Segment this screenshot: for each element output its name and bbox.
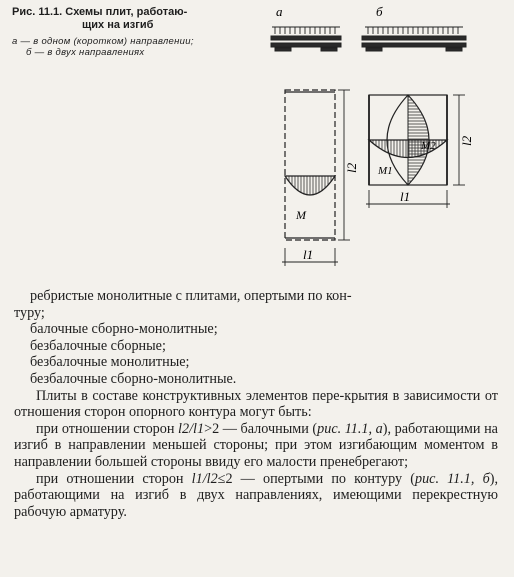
para4-ratio: l1/l2	[191, 470, 218, 487]
dim-l1-b: l1	[400, 189, 411, 204]
para3-mid: >2 — балочными (	[204, 420, 318, 437]
paragraph-contour-slabs	[14, 471, 498, 521]
label-b: б	[376, 4, 383, 19]
caption-sub-line1: а — в одном (коротком) направлении;	[12, 36, 194, 47]
caption-title-line2: щих на изгиб	[82, 19, 154, 31]
moment-label-m1: M1	[378, 165, 393, 177]
dim-l2-b: l2	[459, 135, 474, 146]
paragraph-beam-slabs	[14, 421, 498, 471]
slab-plan-b	[366, 95, 474, 208]
list-line-6: безбалочные сборно-монолитные.	[30, 370, 237, 387]
para4-tail: ), работающими на изгиб в двух направлениях, имеющими перекрестную рабочую арматуру.	[14, 470, 498, 520]
slab-schemes-figure	[0, 0, 514, 280]
para4-figure-ref: рис. 11.1, б	[414, 470, 490, 487]
para3-ratio: l2/l1	[178, 420, 205, 437]
para4-lead: при отношении сторон	[36, 470, 192, 487]
para3-figure-ref: рис. 11.1, а	[317, 420, 383, 437]
dim-l2-a: l2	[344, 162, 359, 173]
list-line-1: ребристые монолитные с плитами, опертыми по кон-	[30, 288, 352, 304]
dim-l1-a: l1	[303, 247, 314, 262]
para3-tail: ), работающими на изгиб в направлении меньшей стороны; при этом изгибающим моментом в направлении большей стороны ввиду его малости пренебрегают;	[14, 420, 498, 470]
para3-lead: при отношении сторон	[36, 420, 179, 437]
body-text	[14, 288, 498, 520]
para4-mid: ≤2 — опертыми по контуру (	[217, 470, 415, 487]
label-a: а	[276, 4, 283, 19]
load-diagram-b	[362, 27, 466, 51]
load-diagram-a	[271, 27, 341, 51]
paragraph-contour: Плиты в составе конструктивных элементов пере-крытия в зависимости от отношения сторон опорного контура могут быть:	[14, 387, 498, 421]
caption-title-line1: Рис. 11.1. Схемы плит, работаю-	[12, 6, 188, 18]
moment-label-m2: M2	[421, 140, 436, 152]
caption-sub-line2: б — в двух направлениях	[26, 47, 145, 58]
list-line-3: балочные сборно-монолитные;	[30, 321, 218, 338]
list-line-4: безбалочные сборные;	[30, 337, 166, 354]
list-line-5: безбалочные монолитные;	[30, 354, 190, 371]
list-line-2: туру;	[14, 304, 45, 321]
slab-plan-a	[282, 90, 359, 266]
moment-label-a: M	[296, 208, 306, 222]
